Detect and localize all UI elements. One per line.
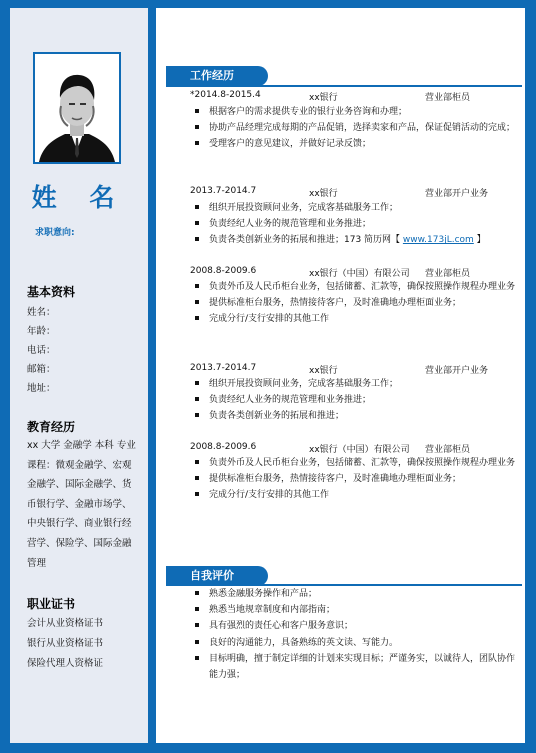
section-rule [166,85,522,87]
list-item: 组织开展投资顾问业务，完成客基础服务工作； [193,200,518,216]
education-title: 教育经历 [27,420,76,434]
candidate-name: 姓 名 [31,183,127,212]
job-date: 2013.7-2014.7 [190,363,257,373]
list-item: 根据客户的需求提供专业的银行业务咨询和办理； [193,104,518,120]
list-item: 组织开展投资顾问业务，完成客基础服务工作； [193,376,518,392]
list-item [193,232,518,248]
profile-photo [33,52,121,164]
list-item: 熟悉当地规章制度和内部指南； [193,602,518,618]
job-bullets [193,376,518,425]
list-item: 协助产品经理完成每期的产品促销，选择卖家和产品，保证促销活动的完成； [193,120,518,136]
list-item: 具有强烈的责任心和客户服务意识； [193,618,518,634]
work-experience-title: 工作经历 [166,66,268,86]
job-company: xx银行 [309,366,338,376]
cert-item: 保险代理人资格证 [27,658,104,669]
list-item: 熟悉金融服务操作和产品； [193,586,518,602]
job-date: 2008.8-2009.6 [190,442,257,452]
job-company: xx银行 [309,93,338,103]
job-position: 营业部柜员 [425,93,471,103]
field-phone: 电话： [27,345,56,356]
list-item: 良好的沟通能力，具备熟练的英文读、写能力。 [193,635,518,651]
cert-item: 银行从业资格证书 [27,638,104,649]
portrait-silhouette-icon [35,54,119,162]
list-item-text: 负责各类创新业务的拓展和推进；173 简历网【 [209,235,403,246]
job-company: xx银行（中国）有限公司 [309,445,410,455]
job-date: 2013.7-2014.7 [190,186,257,196]
job-position: 营业部柜员 [425,269,471,279]
job-position: 营业部柜员 [425,445,471,455]
list-item: 完成分行/支行安排的其他工作 [193,311,518,327]
job-company: xx银行（中国）有限公司 [309,269,410,279]
self-evaluation-title: 自我评价 [166,566,268,586]
list-item: 目标明确，擅于制定详细的计划来实现目标；严谨务实，以诚待人，团队协作能力强； [193,651,518,683]
field-email: 邮箱： [27,364,56,375]
cert-item: 会计从业资格证书 [27,618,104,629]
job-bullets [193,200,518,249]
frame-top [0,0,536,8]
education-text: xx 大学 金融学 本科 专业课程：微观金融学、宏观金融学、国际金融学、货币银行学、金融市场学、中央银行学、商业银行经营学、保险学、国际金融管理 [27,440,136,569]
job-position: 营业部开户业务 [425,366,489,376]
frame-right [525,0,536,753]
field-name: 姓名： [27,307,56,318]
column-divider [148,8,156,743]
website-link[interactable]: www.173jL.com [402,235,474,246]
basic-info-title: 基本资料 [27,285,76,299]
list-item: 提供标准柜台服务，热情接待客户，及时准确地办理柜面业务； [193,471,518,487]
frame-left [0,0,10,753]
job-bullets [193,279,518,328]
list-item: 负责经纪人业务的规范管理和业务推进； [193,216,518,232]
list-item: 负责各类创新业务的拓展和推进； [193,408,518,424]
frame-bottom [0,743,536,753]
list-item: 负责经纪人业务的规范管理和业务推进； [193,392,518,408]
self-eval-bullets [193,586,518,683]
job-company: xx银行 [309,189,338,199]
job-date: *2014.8-2015.4 [190,90,261,100]
job-bullets [193,455,518,504]
list-item: 提供标准柜台服务，热情接待客户，及时准确地办理柜面业务； [193,295,518,311]
list-item: 负责外币及人民币柜台业务，包括储蓄、汇款等，确保按照操作规程办理业务 [193,279,518,295]
field-age: 年龄： [27,326,56,337]
field-address: 地址： [27,383,56,394]
list-item: 完成分行/支行安排的其他工作 [193,487,518,503]
list-item: 受理客户的意见建议，并做好记录反馈； [193,136,518,152]
job-bullets [193,104,518,153]
certificates-title: 职业证书 [27,597,76,611]
job-position: 营业部开户业务 [425,189,489,199]
list-item: 负责外币及人民币柜台业务，包括储蓄、汇款等，确保按照操作规程办理业务 [193,455,518,471]
list-item-text: 】 [473,235,486,246]
job-date: 2008.8-2009.6 [190,266,257,276]
job-intent-label: 求职意向: [35,228,75,238]
